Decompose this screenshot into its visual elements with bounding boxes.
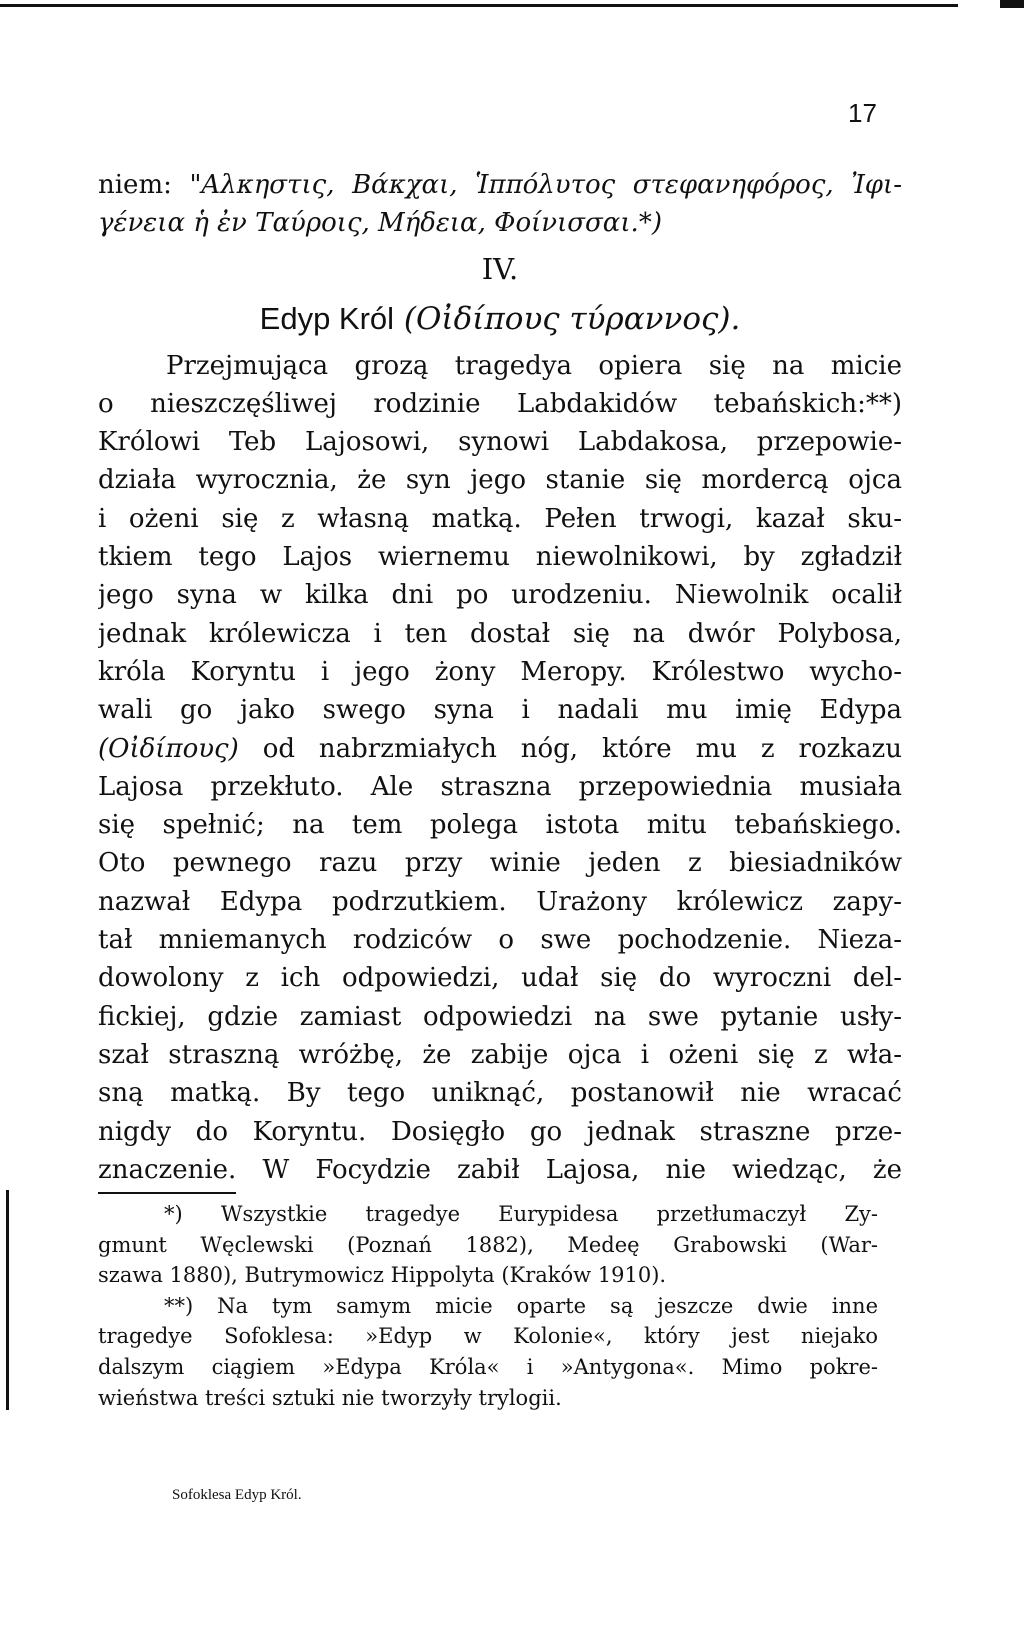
body-line: tał mniemanych rodziców o swe pochodzenie. Nieza- — [98, 925, 902, 956]
footnote-line: wieństwa treści sztuki nie tworzyły trylogii. — [98, 1385, 562, 1410]
body-line — [98, 730, 902, 768]
section-number: IV. — [481, 251, 519, 286]
main-text — [98, 166, 902, 1189]
body-line: sną matką. By tego uniknąć, postanowił nie wracać — [98, 1078, 902, 1109]
section-title-greek: (Οἰδίπους τύραννος). — [403, 300, 741, 337]
body-line: Przejmująca grozą tragedya opiera się na micie — [166, 350, 902, 381]
intro-line — [98, 204, 902, 242]
greek-title-list: γένεια ἡ ἐν Ταύροις, Μήδεια, Φοίνισσαι.*) — [98, 208, 662, 239]
greek-title-list: "Αλκηστις, Βάκχαι, Ἱππόλυτος στεφανηφόρος, Ἰφι- — [189, 170, 902, 200]
body-line: Oto pewnego razu przy winie jeden z biesiadników — [98, 848, 902, 879]
body-line: i ożeni się z własną matką. Pełen trwogi, kazał sku- — [98, 503, 902, 534]
footnote-rule — [98, 1192, 236, 1194]
body-line: jego syna w kilka dni po urodzeniu. Niewolnik ocalił — [98, 580, 902, 611]
section-title — [98, 295, 902, 347]
body-line: się spełnić; na tem polega istota mitu tebańskiego. — [98, 810, 902, 841]
top-scan-rule — [0, 4, 958, 7]
body-line-text: od nabrzmiałych nóg, które mu z rozkazu — [238, 733, 902, 764]
body-line: szał straszną wróżbę, że zabije ojca i ożeni się z wła- — [98, 1039, 902, 1070]
body-line: dowolony z ich odpowiedzi, udał się do wyroczni del- — [98, 963, 902, 994]
footnote-line: *) Wszystkie tragedye Eurypidesa przetłumaczył Zy- — [164, 1202, 878, 1226]
body-line: znaczenie. W Focydzie zabił Lajosa, nie wiedząc, że — [98, 1154, 902, 1185]
intro-line — [98, 166, 902, 204]
printer-signature: Sofoklesa Edyp Król. — [172, 1487, 302, 1503]
greek-name: (Οἰδίπους) — [98, 733, 239, 764]
footnote-line: szawa 1880), Butrymowicz Hippolyta (Kraków 1910). — [98, 1263, 667, 1288]
left-scan-mark — [6, 1190, 9, 1410]
body-line: fickiej, gdzie zamiast odpowiedzi na swe pytanie usły- — [98, 1001, 902, 1032]
body-line: nigdy do Koryntu. Dosięgło go jednak straszne prze- — [98, 1116, 902, 1147]
footnote-line: **) Na tym samym micie oparte są jeszcze dwie inne — [164, 1293, 878, 1318]
top-scan-notch — [1000, 0, 1024, 8]
body-line: działa wyrocznia, że syn jego stanie się mordercą ojca — [98, 465, 902, 496]
intro-prefix: niem: — [98, 170, 190, 200]
section-title-main: Edyp Król — [259, 300, 395, 336]
body-line: Królowi Teb Lajosowi, synowi Labdakosa, przepowie- — [98, 427, 902, 458]
body-line: tkiem tego Lajos wiernemu niewolnikowi, by zgładził — [98, 542, 902, 573]
body-line: nazwał Edypa podrzutkiem. Urażony królewicz zapy- — [98, 886, 902, 917]
body-line: jednak królewicza i ten dostał się na dwór Polybosa, — [98, 618, 902, 649]
body-line: o nieszczęśliwej rodzinie Labdakidów tebańskich:**) — [98, 388, 902, 419]
body-line: wali go jako swego syna i nadali mu imię Edypa — [98, 695, 902, 726]
footnote-line: dalszym ciągiem »Edypa Króla« i »Antygona«. Mimo pokre- — [98, 1354, 878, 1379]
footnote-line: tragedye Sofoklesa: »Edyp w Kolonie«, który jest niejako — [98, 1324, 878, 1349]
body-line: Lajosa przekłuto. Ale straszna przepowiednia musiała — [98, 771, 902, 802]
page-number: 17 — [848, 98, 877, 128]
body-line: króla Koryntu i jego żony Meropy. Królestwo wycho- — [98, 656, 902, 687]
footnote-line: gmunt Węclewski (Poznań 1882), Medeę Grabowski (War- — [98, 1232, 878, 1257]
footnotes — [98, 1199, 878, 1413]
